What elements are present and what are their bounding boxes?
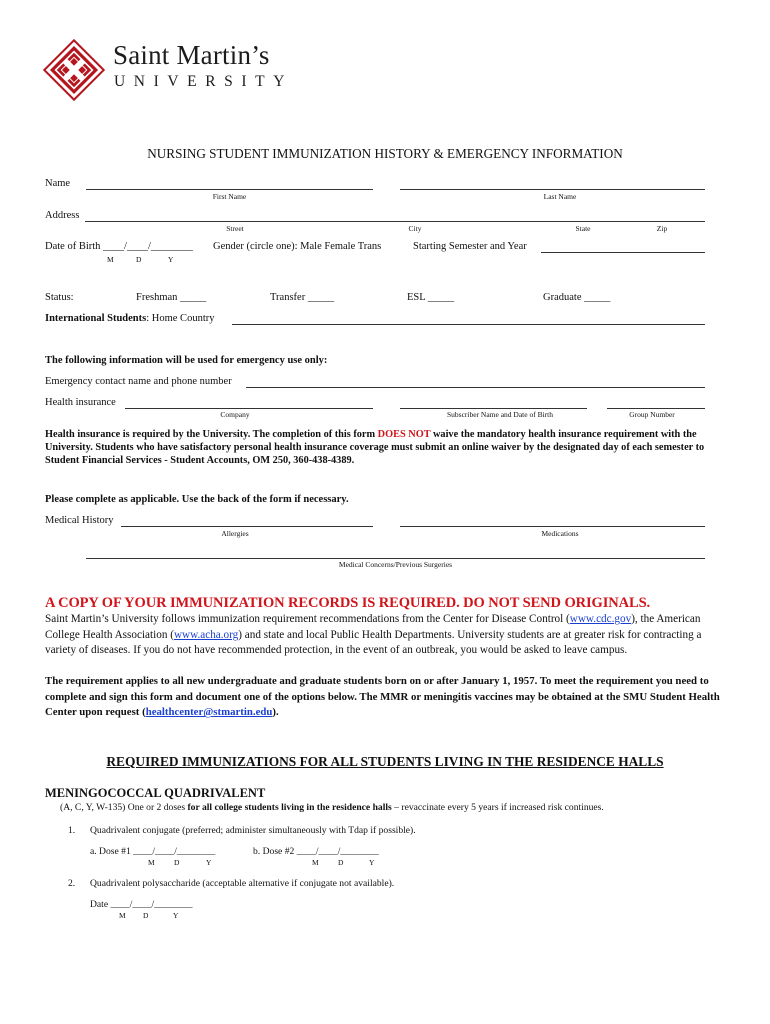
dob-field[interactable]: Date of Birth ____/____/________	[45, 241, 193, 252]
state-caption: State	[575, 224, 591, 233]
logo-name: Saint Martin’s	[113, 40, 270, 70]
insurance-group-field[interactable]	[607, 408, 705, 409]
group-caption: Group Number	[629, 410, 675, 419]
zip-caption: Zip	[656, 224, 668, 233]
item2-text: Quadrivalent polysaccharide (acceptable alternative if conjugate not available).	[90, 878, 395, 889]
university-logo	[42, 38, 106, 102]
dose2-m-caption: M	[312, 858, 319, 867]
status-transfer[interactable]: Transfer _____	[270, 292, 335, 303]
complete-note: Please complete as applicable. Use the back of the form if necessary.	[45, 494, 349, 505]
status-label: Status:	[45, 292, 74, 303]
dose1-m-caption: M	[148, 858, 155, 867]
requirement-paragraph: The requirement applies to all new undergraduate and graduate students born on or after January 1, 1957. To meet the requirement you need to complete and sign this form and document one of the options below. The MMR or meningitis vaccines may be obtained at the SMU Student Health Center upon request (healthcenter@stmartin.edu).	[45, 675, 720, 719]
insurance-company-field[interactable]	[125, 408, 373, 409]
city-caption: City	[408, 224, 422, 233]
item2-number: 2.	[68, 878, 76, 889]
insurance-subscriber-field[interactable]	[400, 408, 587, 409]
polysaccharide-date-field[interactable]: Date ____/____/________	[90, 899, 193, 910]
status-graduate[interactable]: Graduate _____	[543, 292, 611, 303]
status-freshman[interactable]: Freshman _____	[136, 292, 207, 303]
meningococcal-title: MENINGOCOCCAL QUADRIVALENT	[45, 786, 266, 800]
international-label: International Students: Home Country	[45, 313, 215, 324]
date-d-caption: D	[143, 911, 149, 920]
form-title: NURSING STUDENT IMMUNIZATION HISTORY & EMERGENCY INFORMATION	[147, 146, 623, 161]
dose2-field[interactable]: b. Dose #2 ____/____/________	[253, 846, 379, 857]
healthcenter-email-link[interactable]: healthcenter@stmartin.edu	[145, 706, 273, 719]
allergies-caption: Allergies	[221, 529, 249, 538]
allergies-field[interactable]	[121, 526, 373, 527]
street-caption: Street	[226, 224, 244, 233]
logo-emblem-icon	[42, 38, 106, 102]
semester-label: Starting Semester and Year	[413, 241, 527, 252]
emergency-contact-label: Emergency contact name and phone number	[45, 376, 232, 387]
last-name-caption: Last Name	[543, 192, 577, 201]
date-m-caption: M	[119, 911, 126, 920]
medications-field[interactable]	[400, 526, 705, 527]
acha-link[interactable]: www.acha.org	[173, 628, 239, 641]
gender-label: Gender (circle one): Male Female Trans	[213, 241, 382, 252]
dose1-d-caption: D	[174, 858, 180, 867]
dose1-y-caption: Y	[206, 858, 212, 867]
meningococcal-description: (A, C, Y, W-135) One or 2 doses for all college students living in the residence halls – revaccinate every 5 years if increased risk continues.	[60, 802, 604, 813]
item1-number: 1.	[68, 825, 76, 836]
home-country-field[interactable]	[232, 324, 705, 325]
dose1-field[interactable]: a. Dose #1 ____/____/________	[90, 846, 216, 857]
company-caption: Company	[220, 410, 250, 419]
copy-required-heading: A COPY OF YOUR IMMUNIZATION RECORDS IS REQUIRED. DO NOT SEND ORIGINALS.	[45, 595, 651, 611]
follows-paragraph: Saint Martin’s University follows immunization requirement recommendations from the Center for Disease Control (www.cdc.gov), the American College Health Association (www.acha.org) and state and local Public Health Departments. University students are at greater risk for contracting a variety of diseases. If you do not have recommended protection, in the event of an outbreak, you would be asked to leave campus.	[45, 613, 702, 657]
date-y-caption: Y	[173, 911, 179, 920]
status-esl[interactable]: ESL _____	[407, 292, 455, 303]
medical-concerns-field[interactable]	[86, 558, 705, 559]
medications-caption: Medications	[541, 529, 579, 538]
name-label: Name	[45, 178, 71, 189]
medical-history-label: Medical History	[45, 515, 114, 526]
dob-m-caption: M	[107, 255, 114, 264]
emergency-contact-field[interactable]	[246, 387, 705, 388]
dose2-d-caption: D	[338, 858, 344, 867]
subscriber-caption: Subscriber Name and Date of Birth	[446, 410, 553, 419]
logo-subtitle: UNIVERSITY	[114, 73, 293, 90]
health-insurance-label: Health insurance	[45, 397, 116, 408]
medical-concerns-caption: Medical Concerns/Previous Surgeries	[338, 560, 453, 569]
item1-text: Quadrivalent conjugate (preferred; administer simultaneously with Tdap if possible).	[90, 825, 416, 836]
semester-field[interactable]	[541, 252, 705, 253]
dob-y-caption: Y	[168, 255, 174, 264]
emergency-header: The following information will be used for emergency use only:	[45, 355, 328, 366]
first-name-caption: First Name	[212, 192, 247, 201]
last-name-field[interactable]	[400, 189, 705, 190]
insurance-notice: Health insurance is required by the University. The completion of this form DOES NOT waive the mandatory health insurance requirement with the University. Students who have satisfactory personal health insurance coverage must submit an online waiver by the designated day of each semester to Student Financial Services - Student Accounts, OM 250, 360-438-4389.	[45, 429, 705, 467]
first-name-field[interactable]	[86, 189, 373, 190]
required-immunizations-heading: REQUIRED IMMUNIZATIONS FOR ALL STUDENTS LIVING IN THE RESIDENCE HALLS	[106, 754, 664, 769]
dose2-y-caption: Y	[369, 858, 375, 867]
address-label: Address	[45, 210, 80, 221]
dob-d-caption: D	[136, 255, 142, 264]
cdc-link[interactable]: www.cdc.gov	[569, 613, 632, 625]
address-field[interactable]	[85, 221, 705, 222]
